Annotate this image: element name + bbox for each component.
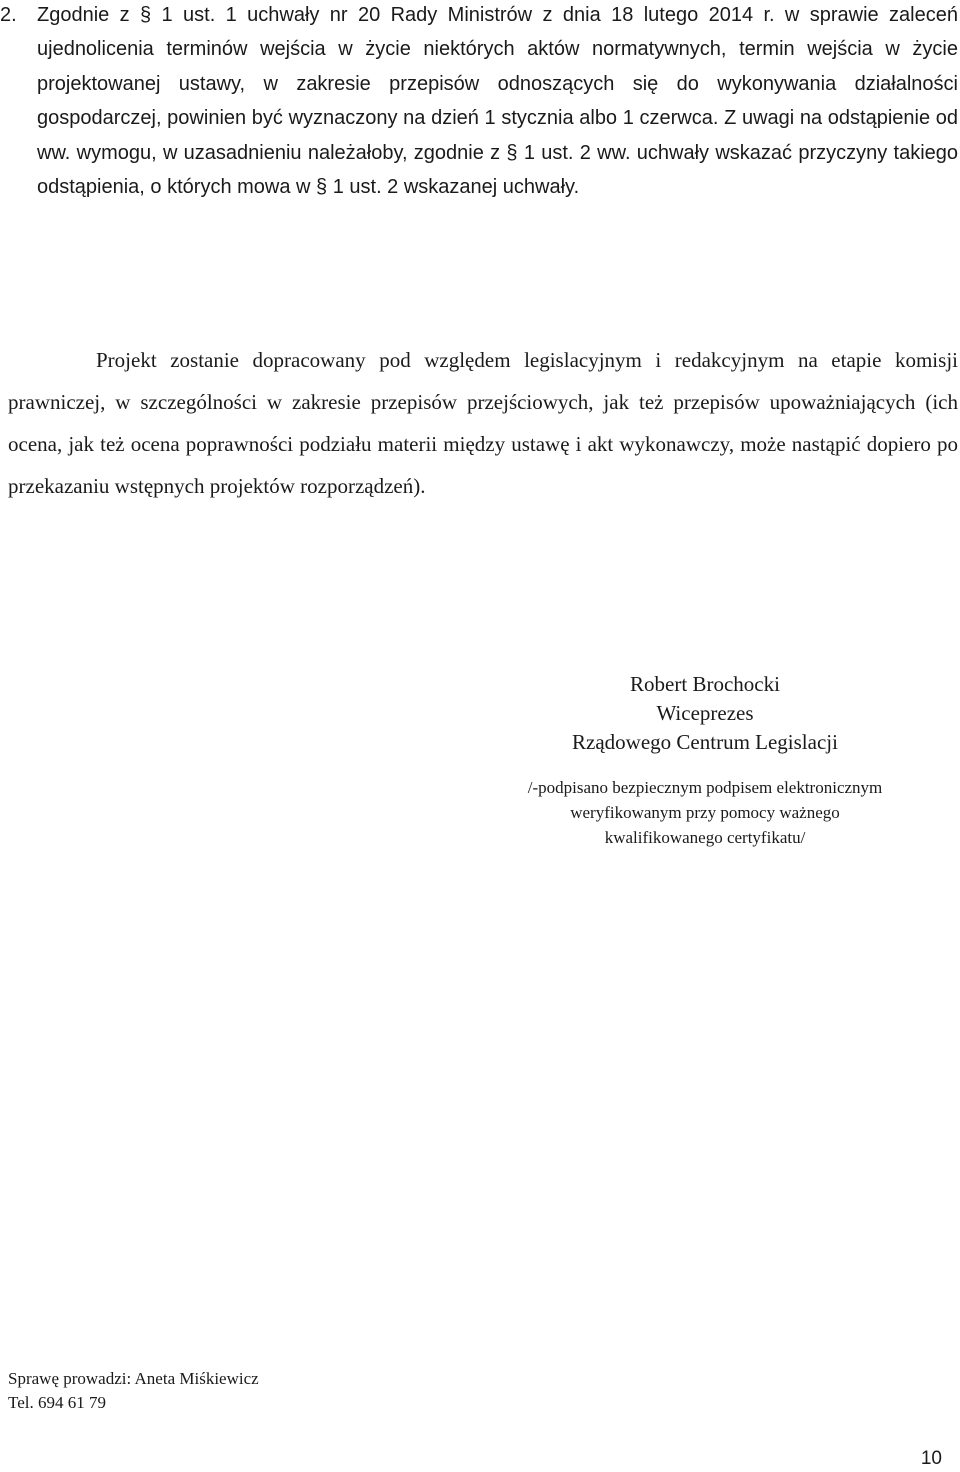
electronic-signature-note — [480, 775, 930, 850]
case-handler: Sprawę prowadzi: Aneta Miśkiewicz — [8, 1369, 259, 1388]
phone-number: Tel. 694 61 79 — [8, 1393, 106, 1412]
paragraph-zalecenia — [0, 0, 958, 204]
signature-note-line: weryfikowanym przy pomocy ważnego — [570, 803, 840, 822]
contact-block — [8, 1367, 259, 1415]
signature-note-line: /-podpisano bezpiecznym podpisem elektronicznym — [527, 778, 883, 797]
signatory-name: Robert Brochocki — [630, 672, 780, 696]
paragraph-number: 2. — [0, 4, 17, 26]
page-number: 10 — [920, 1448, 942, 1469]
paragraph-text: Zgodnie z § 1 ust. 1 uchwały nr 20 Rady Ministrów z dnia 18 lutego 2014 r. w sprawie zaleceń ujednolicenia terminów wejścia w życie niektórych aktów normatywnych, termin wejścia w życie projektowanej ustawy, w zakresie przepisów odnoszących się do wykonywania działalności gospodarczej, powinien być wyznaczony na dzień 1 stycznia albo 1 czerwca. Z uwagi na odstąpienie od ww. wymogu, w uzasadnieniu należałoby, zgodnie z § 1 ust. 2 ww. uchwały wskazać przyczyny takiego odstąpienia, o których mowa w § 1 ust. 2 wskazanej uchwały. — [37, 4, 958, 199]
paragraph-projekt: Projekt zostanie dopracowany pod względem legislacyjnym i redakcyjnym na etapie komisji prawniczej, w szczególności w zakresie przepisów przejściowych, jak też przepisów upoważniających (ich ocena, jak też ocena poprawności podziału materii między ustawę i akt wykonawczy, może nastąpić dopiero po przekazaniu wstępnych projektów rozporządzeń). — [8, 348, 958, 498]
signatory-position: Wiceprezes — [656, 701, 754, 725]
signature-note-line: kwalifikowanego certyfikatu/ — [604, 828, 806, 847]
signature-block — [480, 670, 930, 850]
signatory-institution: Rządowego Centrum Legislacji — [572, 730, 838, 754]
